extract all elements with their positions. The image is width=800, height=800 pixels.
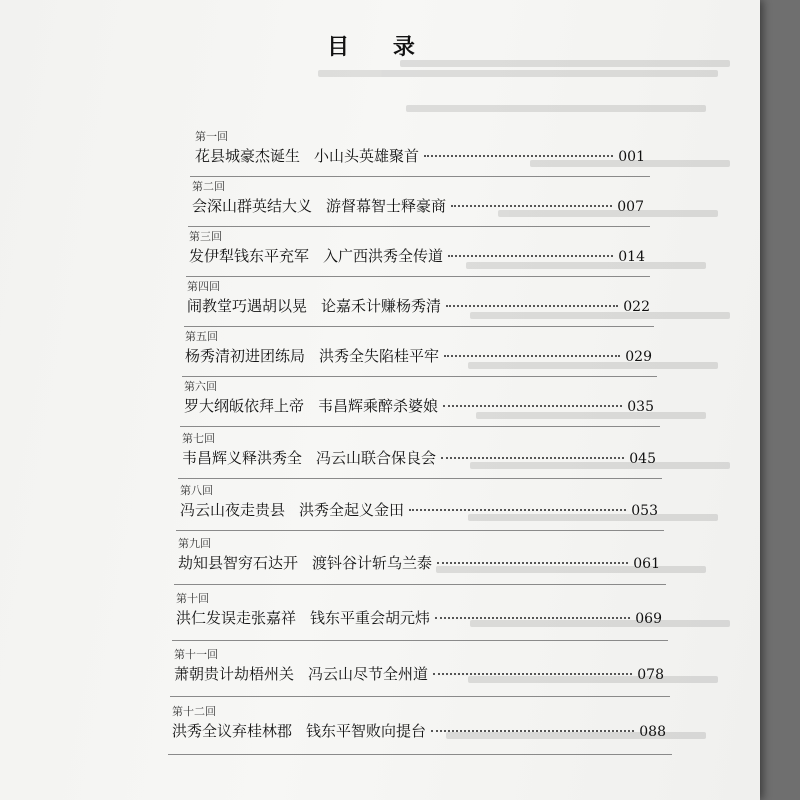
entry-divider xyxy=(176,530,664,531)
chapter-title-second: 入广西洪秀全传道 xyxy=(323,247,444,265)
chapter-number: 第四回 xyxy=(187,280,220,293)
toc-entry[interactable] xyxy=(182,430,656,480)
page-number: 001 xyxy=(618,149,645,165)
chapter-title-second: 冯云山尽节全州道 xyxy=(308,665,429,683)
toc-entry[interactable] xyxy=(176,590,662,640)
dot-leader xyxy=(431,730,634,732)
entry-divider xyxy=(178,478,662,479)
chapter-title-first: 罗大纲皈依拜上帝 xyxy=(184,397,305,415)
chapter-title-first: 冯云山夜走贵县 xyxy=(180,501,286,519)
chapter-title-second: 洪秀全起义金田 xyxy=(299,501,405,519)
entry-divider xyxy=(172,640,668,641)
chapter-number: 第三回 xyxy=(189,230,222,243)
page-number: 035 xyxy=(627,399,654,415)
dot-leader xyxy=(435,617,630,619)
dot-leader xyxy=(448,255,613,257)
dot-leader xyxy=(424,155,613,157)
entry-divider xyxy=(180,426,660,427)
chapter-title-first: 花县城豪杰诞生 xyxy=(195,147,301,165)
toc-entry[interactable] xyxy=(174,646,664,696)
chapter-number: 第十一回 xyxy=(174,648,218,661)
entry-divider xyxy=(184,326,654,327)
dot-leader xyxy=(409,509,626,511)
chapter-title-second: 韦昌辉乘醉杀婆娘 xyxy=(318,397,439,415)
chapter-title-first: 韦昌辉义释洪秀全 xyxy=(182,449,303,467)
chapter-title-first: 劫知县智穷石达开 xyxy=(178,554,299,572)
dot-leader xyxy=(443,405,622,407)
page-number: 078 xyxy=(637,667,664,683)
page-number: 029 xyxy=(625,349,652,365)
entry-divider xyxy=(190,176,650,177)
page-number: 053 xyxy=(631,503,658,519)
page-title: 目 录 xyxy=(327,34,433,60)
page-number: 088 xyxy=(639,724,666,740)
chapter-number: 第六回 xyxy=(184,380,217,393)
entry-divider xyxy=(186,276,650,277)
chapter-title-second: 冯云山联合保良会 xyxy=(316,449,437,467)
toc-entry[interactable] xyxy=(184,378,654,428)
toc-entry[interactable] xyxy=(178,535,660,585)
chapter-title-first: 闹教堂巧遇胡以晃 xyxy=(187,297,308,315)
chapter-title-first: 洪秀全议弃桂林郡 xyxy=(172,722,293,740)
chapter-number: 第一回 xyxy=(195,130,228,143)
toc-entry[interactable] xyxy=(187,278,650,328)
chapter-number: 第八回 xyxy=(180,484,213,497)
dot-leader xyxy=(441,457,624,459)
dot-leader xyxy=(446,305,618,307)
dot-leader xyxy=(433,673,632,675)
toc-entry[interactable] xyxy=(180,482,658,532)
page-number: 069 xyxy=(635,611,662,627)
entry-divider xyxy=(168,754,672,755)
chapter-title-second: 钱东平重会胡元炜 xyxy=(310,609,431,627)
page-number: 045 xyxy=(629,451,656,467)
chapter-number: 第十二回 xyxy=(172,705,216,718)
chapter-title-second: 小山头英雄聚首 xyxy=(314,147,420,165)
chapter-number: 第五回 xyxy=(185,330,218,343)
chapter-title-first: 洪仁发误走张嘉祥 xyxy=(176,609,297,627)
toc-entry[interactable] xyxy=(189,228,645,278)
dot-leader xyxy=(451,205,612,207)
chapter-title-second: 渡钭谷计斩乌兰泰 xyxy=(312,554,433,572)
entry-divider xyxy=(188,226,650,227)
chapter-title-second: 论嘉禾计赚杨秀清 xyxy=(321,297,442,315)
chapter-title-first: 发伊犁钱东平充军 xyxy=(189,247,310,265)
chapter-number: 第七回 xyxy=(182,432,215,445)
toc-entry[interactable] xyxy=(185,328,652,378)
chapter-title-second: 洪秀全失陷桂平牢 xyxy=(319,347,440,365)
entry-divider xyxy=(170,696,670,697)
entry-divider xyxy=(174,584,666,585)
chapter-number: 第九回 xyxy=(178,537,211,550)
entry-divider xyxy=(182,376,657,377)
chapter-title-second: 钱东平智败向提台 xyxy=(306,722,427,740)
toc-entry[interactable] xyxy=(195,128,645,178)
page-number: 061 xyxy=(633,556,660,572)
chapter-title-first: 杨秀清初进团练局 xyxy=(185,347,306,365)
dot-leader xyxy=(437,562,628,564)
page-number: 022 xyxy=(623,299,650,315)
toc-entry[interactable] xyxy=(172,703,666,753)
dot-leader xyxy=(444,355,620,357)
toc-entry[interactable] xyxy=(192,178,644,228)
chapter-number: 第二回 xyxy=(192,180,225,193)
chapter-title-second: 游督幕智士释豪商 xyxy=(326,197,447,215)
chapter-title-first: 会深山群英结大义 xyxy=(192,197,313,215)
chapter-title-first: 萧朝贵计劫梧州关 xyxy=(174,665,295,683)
page-number: 007 xyxy=(617,199,644,215)
page-number: 014 xyxy=(618,249,645,265)
chapter-number: 第十回 xyxy=(176,592,209,605)
